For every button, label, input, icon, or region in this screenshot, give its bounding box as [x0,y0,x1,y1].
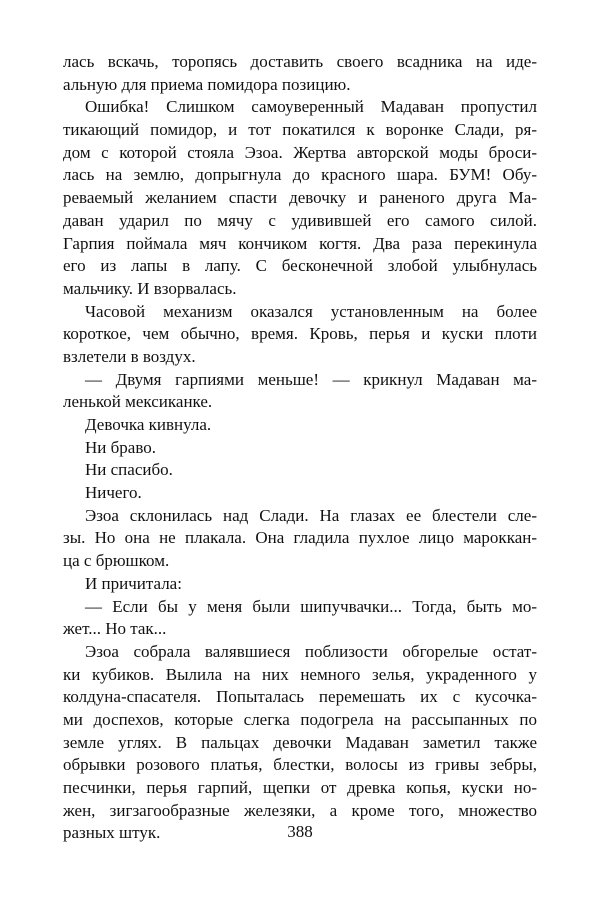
text-line: Ни спасибо. [85,460,173,480]
text-line: Часовой механизм оказался установленным на более [85,301,537,321]
text-line: зы. Но она не плакала. Она гладила пухлое лицо мароккан- [63,528,537,548]
text-line: Ничего. [85,483,142,503]
text-line: мальчику. И взорвалась. [63,278,237,298]
text-line: ленькой мексиканке. [63,392,213,412]
text-line: колдуна-спасателя. Попыталась перемешать их с кусочка- [63,687,537,707]
text-line: обрывки розового платья, блестки, волосы из гривы зебры, [63,755,537,775]
text-line: ки кубиков. Вылила на них немного зелья, украденного у [63,664,537,684]
text-line: ми доспехов, которые слегка подогрела на рассыпанных по [63,709,537,729]
text-line: лась на землю, допрыгнула до красного шара. БУМ! Обу- [63,165,537,185]
text-line: тикающий помидор, и тот покатился к воронке Слади, ря- [63,120,537,140]
text-line: разных штук. [63,823,161,843]
text-line: взлетели в воздух. [63,346,196,366]
text-line: Эзоа собрала валявшиеся поблизости обгорелые остат- [85,641,537,661]
text-line: Ошибка! Слишком самоуверенный Мадаван пропустил [85,97,537,117]
text-line: жет... Но так... [63,619,167,639]
text-line: лась вскачь, торопясь доставить своего всадника на иде- [63,52,537,71]
text-line: ца с брюшком. [63,551,170,571]
text-line: его из лапы в лапу. С бесконечной злобой улыбнулась [63,256,537,276]
text-line: песчинки, перья гарпий, щепки от древка копья, куски но- [63,778,537,797]
text-line: И причитала: [85,573,182,593]
body-text [63,51,537,845]
text-line: реваемый желанием спасти девочку и раненого друга Ма- [63,188,537,208]
text-line: Гарпия поймала мяч кончиком когтя. Два раза перекинула [63,233,537,253]
text-line: даван ударил по мячу с удивившей его самого силой. [63,210,537,230]
text-line: земле углях. В пальцах девочки Мадаван заметил также [63,732,537,752]
text-line: — Если бы у меня были шипучвачки... Тогда, быть мо- [85,596,537,616]
text-line: Девочка кивнула. [85,415,212,434]
text-line: Ни браво. [85,437,156,457]
text-line: жен, зигзагообразные железяки, а кроме того, множество [63,800,537,820]
text-line: — Двумя гарпиями меньше! — крикнул Мадаван ма- [85,369,537,389]
text-line: альную для приема помидора позицию. [63,74,351,94]
page-number: 388 [287,822,313,841]
text-line: короткое, чем обычно, время. Кровь, перья и куски плоти [63,324,537,344]
text-line: Эзоа склонилась над Слади. На глазах ее блестели сле- [85,505,537,525]
text-line: дом с которой стояла Эзоа. Жертва авторской моды броси- [63,142,537,162]
